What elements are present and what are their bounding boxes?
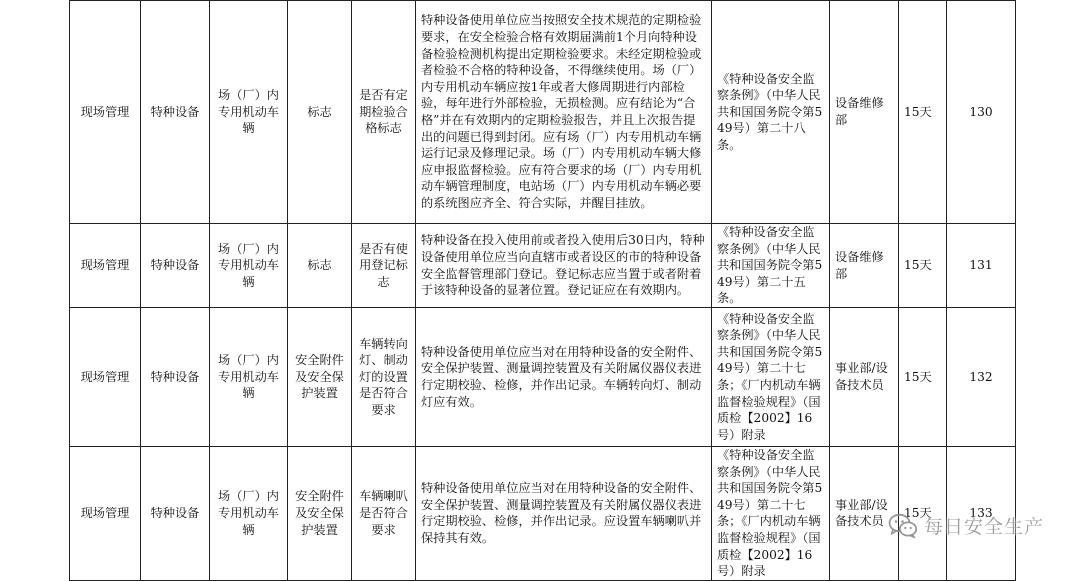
inspection-table	[69, 0, 1016, 581]
equipment-cell: 场（厂）内专用机动车辆	[210, 224, 288, 308]
period-cell: 15天	[899, 224, 947, 308]
number-cell: 130	[947, 1, 1016, 224]
watermark-text: 每日安全生产	[923, 516, 1044, 538]
equipment-cell: 场（厂）内专用机动车辆	[210, 447, 288, 581]
dept-cell: 事业部/设备技术员	[830, 447, 899, 581]
dept-cell: 设备维修部	[830, 224, 899, 308]
type-cell: 特种设备	[141, 308, 210, 447]
period-cell: 15天	[899, 308, 947, 447]
check-cell: 车辆转向灯、制动灯的设置是否符合要求	[352, 308, 416, 447]
equipment-cell: 场（厂）内专用机动车辆	[210, 308, 288, 447]
category-cell: 现场管理	[70, 224, 141, 308]
period-cell: 15天	[899, 447, 947, 581]
period-cell: 15天	[899, 1, 947, 224]
basis-cell: 《特种设备安全监察条例》（中华人民共和国国务院令第549号）第二十七条；《厂内机动车辆监督检验规程》（国质检【2002】16号）附录	[712, 447, 830, 581]
check-cell: 是否有使用登记标志	[352, 224, 416, 308]
check-cell: 车辆喇叭是否符合要求	[352, 447, 416, 581]
category-cell: 现场管理	[70, 447, 141, 581]
requirement-cell: 特种设备使用单位应当对在用特种设备的安全附件、安全保护装置、测量调控装置及有关附属仪器仪表进行定期校验、检修，并作出记录。应设置车辆喇叭并保持其有效。	[416, 447, 712, 581]
category-cell: 现场管理	[70, 308, 141, 447]
equipment-cell: 场（厂）内专用机动车辆	[210, 1, 288, 224]
dept-cell: 设备维修部	[830, 1, 899, 224]
type-cell: 特种设备	[141, 1, 210, 224]
table-row	[70, 308, 1016, 447]
item-cell: 安全附件及安全保护装置	[288, 308, 352, 447]
check-cell: 是否有定期检验合格标志	[352, 1, 416, 224]
requirement-cell: 特种设备在投入使用前或者投入使用后30日内，特种设备使用单位应当向直辖市或者设区的市的特种设备安全监督管理部门登记。登记标志应当置于或者附着于该特种设备的显著位置。登记证应在有效期内。	[416, 224, 712, 308]
number-cell: 132	[947, 308, 1016, 447]
wechat-icon	[888, 513, 918, 539]
table-row	[70, 224, 1016, 308]
item-cell: 标志	[288, 224, 352, 308]
basis-cell: 《特种设备安全监察条例》（中华人民共和国国务院令第549号）第二十五条。	[712, 224, 830, 308]
type-cell: 特种设备	[141, 447, 210, 581]
requirement-cell: 特种设备使用单位应当对在用特种设备的安全附件、安全保护装置、测量调控装置及有关附属仪器仪表进行定期校验、检修，并作出记录。车辆转向灯、制动灯应有效。	[416, 308, 712, 447]
dept-cell: 事业部/设备技术员	[830, 308, 899, 447]
basis-cell: 《特种设备安全监察条例》（中华人民共和国国务院令第549号）第二十八条。	[712, 1, 830, 224]
category-cell: 现场管理	[70, 1, 141, 224]
basis-cell: 《特种设备安全监察条例》（中华人民共和国国务院令第549号）第二十七条；《厂内机动车辆监督检验规程》（国质检【2002】16号）附录	[712, 308, 830, 447]
number-cell: 133	[947, 447, 1016, 581]
requirement-cell: 特种设备使用单位应当按照安全技术规范的定期检验要求，在安全检验合格有效期届满前1个月向特种设备检验检测机构提出定期检验要求。未经定期检验或者检验不合格的特种设备，不得继续使用。场（厂）内专用机动车辆应按1年或者大修周期进行内部检验，每年进行外部检验，无损检测。应有结论为“合格”并在有效期内的定期检验报告，并且上次报告提出的问题已得到封闭。应有场（厂）内专用机动车辆运行记录及修理记录。场（厂）内专用机动车辆大修应申报监督检验。应有符合要求的场（厂）内专用机动车辆管理制度，电站场（厂）内专用机动车辆必要的系统图应齐全、符合实际，并醒目挂放。	[416, 1, 712, 224]
item-cell: 安全附件及安全保护装置	[288, 447, 352, 581]
type-cell: 特种设备	[141, 224, 210, 308]
table-row	[70, 447, 1016, 581]
item-cell: 标志	[288, 1, 352, 224]
watermark	[888, 512, 1044, 539]
table-row	[70, 1, 1016, 224]
number-cell: 131	[947, 224, 1016, 308]
